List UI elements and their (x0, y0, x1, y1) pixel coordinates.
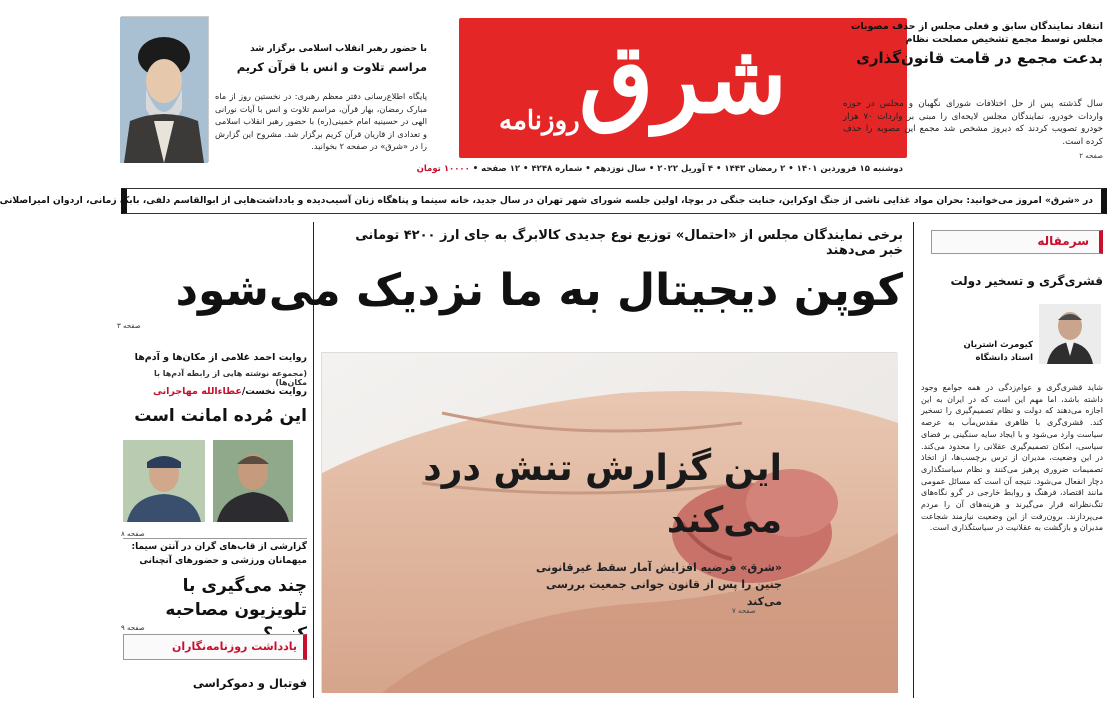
main-headline[interactable]: کوپن دیجیتال به ما نزدیک می‌شود (175, 265, 903, 316)
top-left-body: پایگاه اطلاع‌رسانی دفتر معظم رهبری: در نخستین روز از ماه مبارک رمضان، بهار قرآن، مراسم تلاوت و انس با آیات نورانی الهی در حسینیه امام خمینی(ره) با حضور رهبر انقلاب اسلامی و تعدادی از قاریان قرآن کریم برگزار شد. مشروح این گزارش را در «شرق» در صفحه ۲ بخوانید. (215, 91, 427, 151)
dateline-price: ۱۰۰۰۰ تومان (416, 164, 470, 174)
left-kicker-3-name: عطاءالله مهاجرانی (152, 386, 242, 397)
top-left-kicker: با حضور رهبر انقلاب اسلامی برگزار شد (250, 44, 427, 54)
top-left-title[interactable]: مراسم تلاوت و انس با قرآن کریم (236, 60, 427, 74)
author-photo (1039, 304, 1101, 364)
portrait-photo-1 (213, 440, 293, 522)
editorial-section-header (931, 230, 1103, 254)
photo-title[interactable]: این گزارش تنش درد می‌کند (423, 448, 782, 541)
top-right-kicker: انتقاد نمایندگان سابق و فعلی مجلس از حذف مصوبات مجلس توسط مجمع تشخیص مصلحت نظام (850, 21, 1103, 45)
dateline-date: دوشنبه ۱۵ فروردین ۱۴۰۱ • ۲ رمضان ۱۴۴۳ • ۴ آوریل ۲۰۲۲ • سال نوزدهم • شماره ۴۲۴۸ • ۱۲ صفحه • (472, 164, 903, 174)
top-right-page: صفحه ۲ (1079, 152, 1103, 160)
columnists-section-label: یادداشت روزنامه‌نگاران (171, 640, 297, 653)
left-title-2[interactable]: چند می‌گیری با تلویزیون مصاحبه (165, 576, 307, 620)
masthead (459, 18, 907, 158)
masthead-subtitle: روزنامه (499, 106, 580, 136)
contents-strip: در «شرق» امروز می‌خوانید: بحران مواد غذایی ناشی از جنگ اوکراین، جنایت جنگی در بوچا، اولین جلسه شورای شهر تهران در سال جدید، خانه سینما و پناهگاه زنان آسیب‌دیده و یادداشت‌هایی از ابوالقاسم دلفی، بابک زمانی، اردوان امیراصلانی (121, 188, 1107, 214)
author-role: استاد دانشگاه (975, 353, 1033, 363)
left-kicker-3-prefix: روایت نخست/ (241, 386, 307, 397)
column-rule-right (913, 222, 914, 698)
photo-page: صفحه ۷ (732, 607, 756, 615)
left-kicker-2: (مجموعه نوشته هایی از رابطه آدم‌ها با مکان‌ها) (153, 369, 307, 387)
author-name: کیومرث اشتریان (963, 340, 1033, 350)
photo-caption: «شرق» فرضیه افزایش آمار سقط غیرقانونی جنین را پس از قانون جوانی جمعیت بررسی می‌کند (536, 561, 782, 608)
left-title-1[interactable]: این مُرده امانت است (134, 406, 307, 426)
columnists-section-header (123, 634, 307, 660)
editorial-title[interactable]: قشری‌گری و تسخیر دولت (950, 274, 1103, 288)
editorial-body: شاید قشری‌گری و عوام‌زدگی در همه جوامع وجود داشته باشد، اما مهم این است که در ایران به این اجازه می‌دهند که دولت و نظام تصمیم‌گیری را تسخیر کند. قشری‌گری با ظاهری مقدس‌مآب به عرصه سیاست وارد می‌شود و با ایجاد سایه سنگینی بر فضای سیاسی، امکان تصمیم‌گیری عقلانی را محدود می‌کند. در این وضعیت، مدیران از ترس برچسب‌ها، از اتخاذ تصمیمات ضروری پرهیز می‌کنند و نظام سیاستگذاری دچار انفعال می‌شود. نتیجه آن است که مسائل عمومی مانند اقتصاد، فرهنگ و روابط خارجی در گرو نگاه‌های تنگ‌نظرانه قرار می‌گیرند و هزینه‌های آن را مردم می‌پردازند. برون‌رفت از این وضعیت نیازمند شجاعت مدیران و بازگشت به عقلانیت در سیاستگذاری است. (921, 383, 1103, 533)
main-kicker: برخی نمایندگان مجلس از «احتمال» توزیع نوع جدیدی کالابرگ به جای ارز ۴۲۰۰ تومانی خبر می‌دهند (355, 228, 903, 258)
main-photo[interactable] (321, 352, 897, 692)
main-headline-page: صفحه ۳ (117, 322, 141, 330)
left-divider (123, 538, 307, 539)
left-kicker-3 (121, 386, 307, 397)
masthead-title: شرق (579, 22, 787, 135)
top-right-title[interactable]: بدعت مجمع در قامت قانون‌گذاری (856, 49, 1103, 67)
leader-portrait-photo (121, 16, 209, 162)
top-right-body: سال گذشته پس از حل اختلافات شورای نگهبان و مجلس در حوزه واردات خودرو، نمایندگان مجلس لایحه‌ای را مبنی بر واردات ۷۰ هزار خودرو تصویب کردند که دیروز مشخص شد مجمع این مصوبه را حذف کرده است. (843, 99, 1103, 147)
left-kicker-1: روایت احمد غلامی از مکان‌ها و آدم‌ها (134, 352, 307, 363)
left-kicker-4: گزارشی از قاب‌های گران در آنتن سیما: میهمانان ورزشی و حضورهای آنچنانی (131, 542, 307, 566)
dateline (416, 160, 907, 178)
left-title-3[interactable]: فوتبال و دموکراسی (192, 676, 307, 690)
portrait-photo-2 (123, 440, 205, 522)
left-page-2: صفحه ۹ (121, 624, 145, 632)
left-page-1: صفحه ۸ (121, 530, 145, 538)
editorial-section-label: سرمقاله (1037, 234, 1089, 248)
